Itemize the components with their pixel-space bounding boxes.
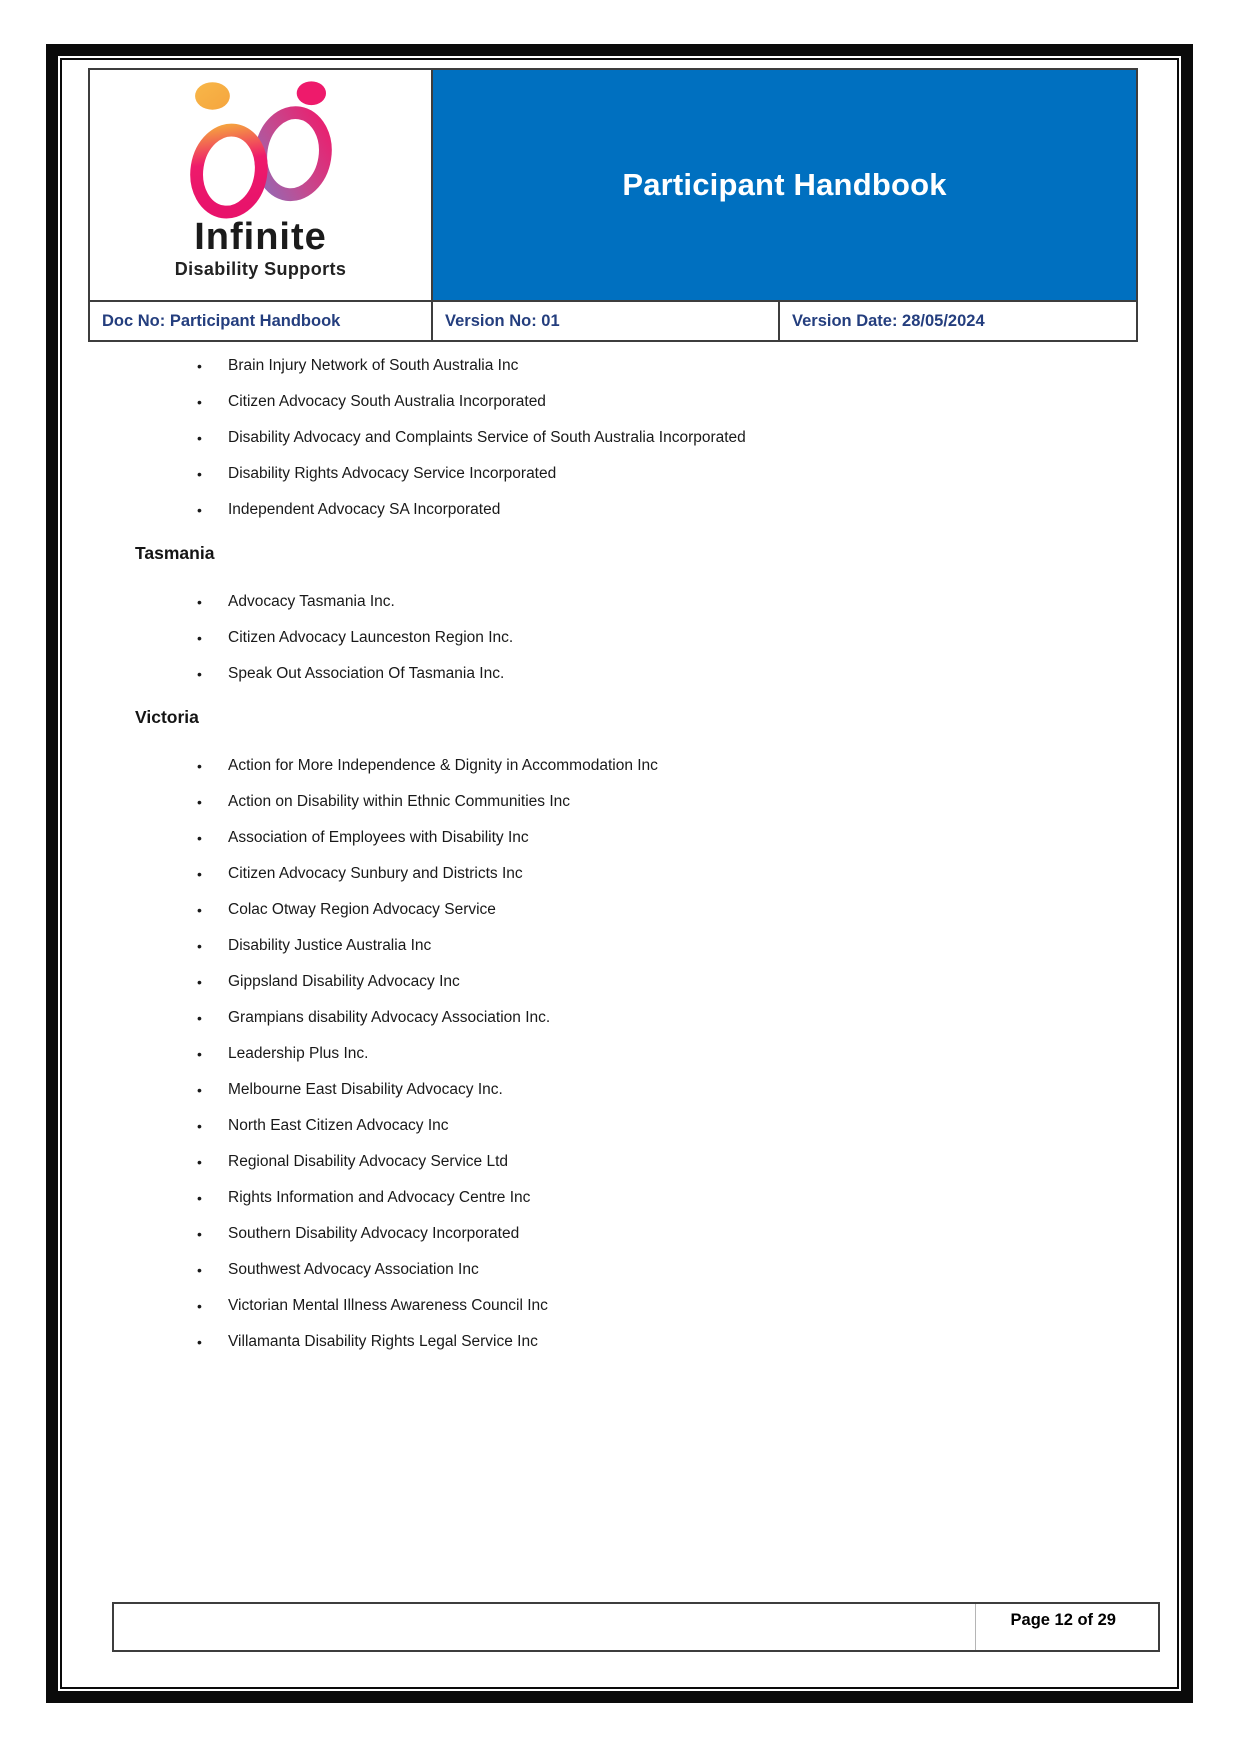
list-item bbox=[135, 756, 1075, 792]
bullet-icon: • bbox=[197, 1118, 202, 1134]
list-item-text: Southwest Advocacy Association Inc bbox=[228, 1261, 479, 1278]
bullet-icon: • bbox=[197, 974, 202, 990]
header-top-row bbox=[90, 70, 1136, 300]
list-item-text: Speak Out Association Of Tasmania Inc. bbox=[228, 665, 505, 682]
version-no-cell: Version No: 01 bbox=[433, 302, 780, 340]
list-item-text: Disability Rights Advocacy Service Incorporated bbox=[228, 465, 557, 482]
section-heading: Victoria bbox=[135, 707, 199, 727]
bullet-icon: • bbox=[197, 830, 202, 846]
page-number: Page 12 of 29 bbox=[1010, 1611, 1116, 1629]
list-item bbox=[135, 428, 1075, 464]
list-item-text: North East Citizen Advocacy Inc bbox=[228, 1117, 449, 1134]
bullet-icon: • bbox=[197, 502, 202, 518]
list-item bbox=[135, 1332, 1075, 1368]
bullet-icon: • bbox=[197, 1046, 202, 1062]
list-item-text: Disability Advocacy and Complaints Service of South Australia Incorporated bbox=[228, 429, 746, 446]
list-item-text: Brain Injury Network of South Australia Inc bbox=[228, 357, 519, 374]
list-item-text: Citizen Advocacy South Australia Incorporated bbox=[228, 393, 546, 410]
list-item-text: Villamanta Disability Rights Legal Service Inc bbox=[228, 1333, 538, 1350]
bullet-icon: • bbox=[197, 594, 202, 610]
footer-box bbox=[112, 1602, 1160, 1652]
list-item bbox=[135, 1260, 1075, 1296]
infinity-logo-icon bbox=[155, 74, 367, 226]
list-item bbox=[135, 1224, 1075, 1260]
bullet-icon: • bbox=[197, 902, 202, 918]
bullet-icon: • bbox=[197, 1226, 202, 1242]
list-item-text: Disability Justice Australia Inc bbox=[228, 937, 432, 954]
list-item-text: Action for More Independence & Dignity in Accommodation Inc bbox=[228, 757, 658, 774]
document-title: Participant Handbook bbox=[622, 167, 947, 202]
logo bbox=[90, 70, 433, 300]
bullet-icon: • bbox=[197, 1298, 202, 1314]
list-item-text: Independent Advocacy SA Incorporated bbox=[228, 501, 501, 518]
list-item-text: Regional Disability Advocacy Service Ltd bbox=[228, 1153, 508, 1170]
bullet-icon: • bbox=[197, 358, 202, 374]
bullet-icon: • bbox=[197, 1154, 202, 1170]
bullet-icon: • bbox=[197, 794, 202, 810]
bullet-icon: • bbox=[197, 938, 202, 954]
list-item bbox=[135, 628, 1075, 664]
list-item-text: Association of Employees with Disability Inc bbox=[228, 829, 529, 846]
list-item bbox=[135, 828, 1075, 864]
list-item bbox=[135, 972, 1075, 1008]
bullet-list bbox=[135, 356, 1075, 536]
logo-tagline-text: Disability Supports bbox=[174, 259, 347, 279]
list-item bbox=[135, 1080, 1075, 1116]
list-item bbox=[135, 592, 1075, 628]
list-item bbox=[135, 1044, 1075, 1080]
bullet-icon: • bbox=[197, 1190, 202, 1206]
logo-brand-text: Infinite bbox=[194, 216, 327, 258]
list-item bbox=[135, 1152, 1075, 1188]
list-item-text: Leadership Plus Inc. bbox=[228, 1045, 369, 1062]
doc-info-row bbox=[90, 300, 1136, 340]
list-item-text: Action on Disability within Ethnic Communities Inc bbox=[228, 793, 570, 810]
list-item-text: Colac Otway Region Advocacy Service bbox=[228, 901, 496, 918]
list-item bbox=[135, 792, 1075, 828]
list-item bbox=[135, 1008, 1075, 1044]
doc-no-cell: Doc No: Participant Handbook bbox=[90, 302, 433, 340]
sections-container bbox=[135, 356, 1075, 1368]
list-item bbox=[135, 392, 1075, 428]
list-item bbox=[135, 900, 1075, 936]
list-item bbox=[135, 1188, 1075, 1224]
bullet-icon: • bbox=[197, 1334, 202, 1350]
bullet-icon: • bbox=[197, 866, 202, 882]
bullet-icon: • bbox=[197, 394, 202, 410]
bullet-list bbox=[135, 756, 1075, 1368]
bullet-icon: • bbox=[197, 1262, 202, 1278]
header-table bbox=[88, 68, 1138, 342]
list-item-text: Gippsland Disability Advocacy Inc bbox=[228, 973, 460, 990]
list-item bbox=[135, 936, 1075, 972]
list-item-text: Citizen Advocacy Sunbury and Districts Inc bbox=[228, 865, 523, 882]
list-item bbox=[135, 664, 1075, 700]
bullet-icon: • bbox=[197, 758, 202, 774]
list-item-text: Victorian Mental Illness Awareness Council Inc bbox=[228, 1297, 548, 1314]
version-date-cell: Version Date: 28/05/2024 bbox=[792, 311, 985, 330]
bullet-list bbox=[135, 592, 1075, 700]
list-item bbox=[135, 500, 1075, 536]
bullet-icon: • bbox=[197, 666, 202, 682]
footer-cell-divider bbox=[975, 1604, 976, 1650]
list-item-text: Citizen Advocacy Launceston Region Inc. bbox=[228, 629, 514, 646]
list-item bbox=[135, 356, 1075, 392]
list-item-text: Melbourne East Disability Advocacy Inc. bbox=[228, 1081, 503, 1098]
list-item-text: Advocacy Tasmania Inc. bbox=[228, 593, 395, 610]
list-item-text: Rights Information and Advocacy Centre Inc bbox=[228, 1189, 531, 1206]
bullet-icon: • bbox=[197, 1010, 202, 1026]
list-item bbox=[135, 1116, 1075, 1152]
list-item-text: Southern Disability Advocacy Incorporated bbox=[228, 1225, 520, 1242]
bullet-icon: • bbox=[197, 630, 202, 646]
title-banner bbox=[433, 70, 1136, 300]
list-item bbox=[135, 1296, 1075, 1332]
list-item-text: Grampians disability Advocacy Association Inc. bbox=[228, 1009, 551, 1026]
list-item bbox=[135, 864, 1075, 900]
bullet-icon: • bbox=[197, 430, 202, 446]
bullet-icon: • bbox=[197, 1082, 202, 1098]
list-item bbox=[135, 464, 1075, 500]
section-heading: Tasmania bbox=[135, 543, 215, 563]
bullet-icon: • bbox=[197, 466, 202, 482]
